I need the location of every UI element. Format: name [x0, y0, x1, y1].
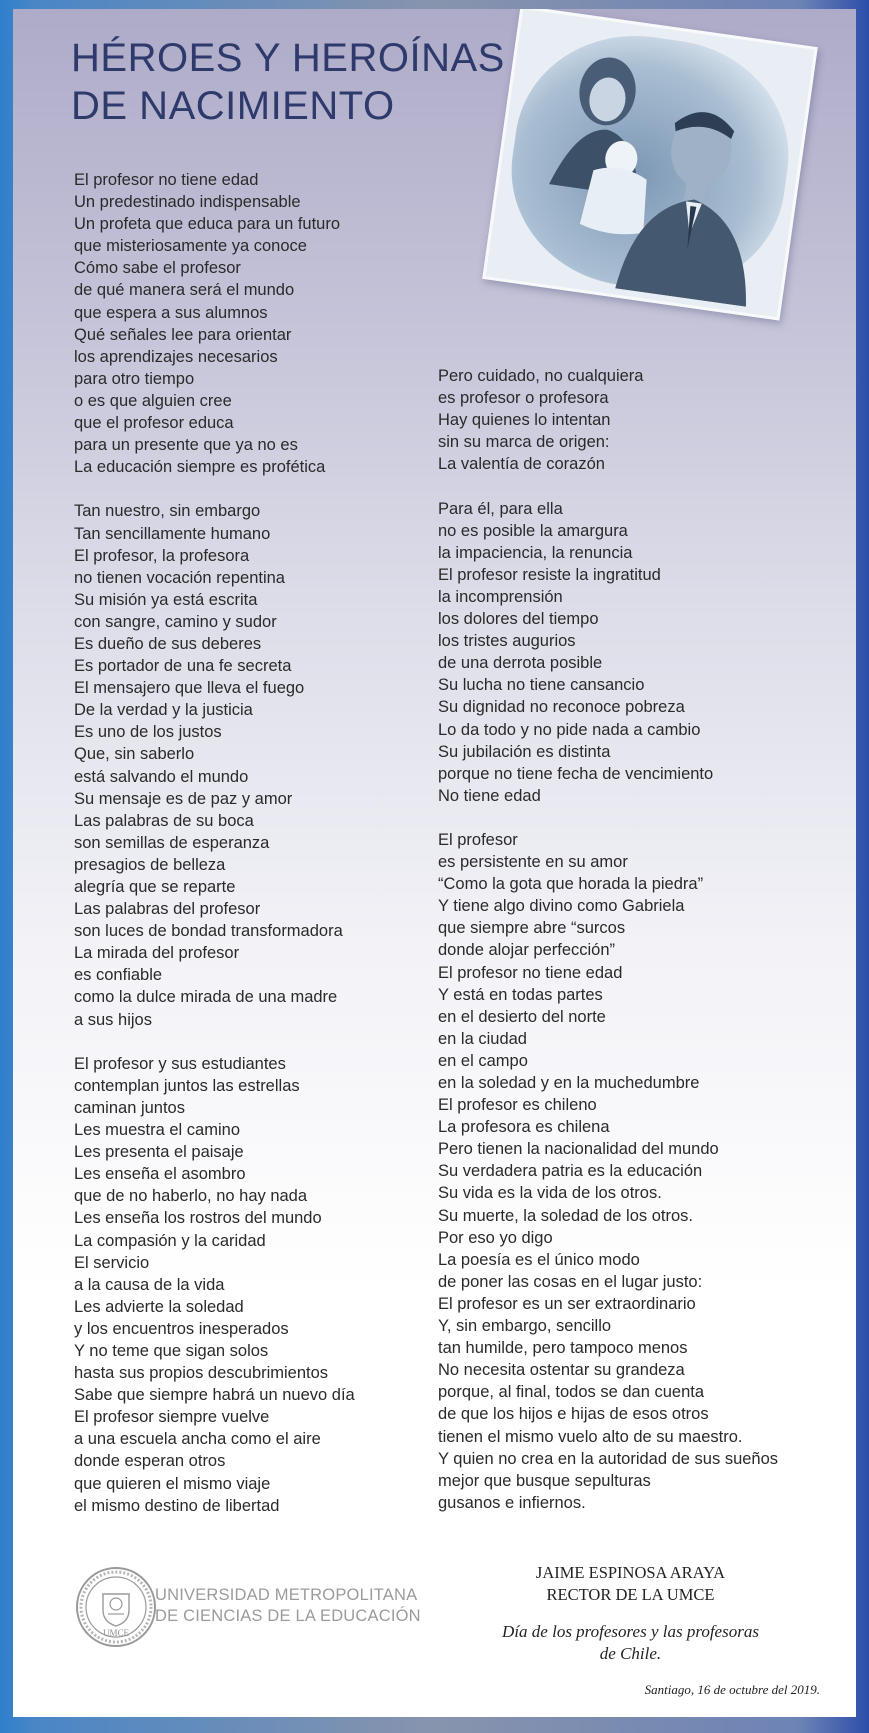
- poem-line: son luces de bondad transformadora: [74, 922, 343, 941]
- poem-line: El mensajero que lleva el fuego: [74, 679, 305, 698]
- portrait-figures: [486, 9, 808, 310]
- stanza-break: [438, 475, 778, 497]
- poem-line: presagios de belleza: [74, 855, 226, 874]
- poem-line: que el profesor educa: [74, 414, 234, 433]
- poem-line: Es uno de los justos: [74, 723, 222, 742]
- poem-line: Un predestinado indispensable: [74, 193, 301, 212]
- poster-title: [71, 34, 505, 130]
- poem-line: El profesor no tiene edad: [438, 963, 623, 982]
- poem-line: como la dulce mirada de una madre: [74, 988, 338, 1007]
- poem-line: Les presenta el paisaje: [74, 1143, 244, 1162]
- signature-role: RECTOR DE LA UMCE: [546, 1585, 715, 1604]
- poem-line: y los encuentros inesperados: [74, 1319, 289, 1338]
- poem-line: Las palabras del profesor: [74, 900, 261, 919]
- stanza-break: [74, 478, 355, 500]
- poem-line: de qué manera será el mundo: [74, 281, 295, 300]
- poem-line: en la soledad y en la muchedumbre: [438, 1074, 700, 1092]
- poem-line: a sus hijos: [74, 1010, 152, 1029]
- poem-line: Las palabras de su boca: [74, 811, 254, 830]
- poem-line: El profesor: [438, 830, 518, 849]
- poem-line: Su misión ya está escrita: [74, 590, 258, 609]
- poem-line: en el campo: [438, 1051, 528, 1070]
- poem-line: hasta sus propios descubrimientos: [74, 1364, 329, 1383]
- poem-line: contemplan juntos las estrellas: [74, 1076, 300, 1095]
- poem-line: Sabe que siempre habrá un nuevo día: [74, 1386, 355, 1405]
- poem-line: la incomprensión: [438, 587, 563, 606]
- poem-line: El profesor y sus estudiantes: [74, 1054, 286, 1073]
- poem-line: alegría que se reparte: [74, 878, 236, 896]
- poem-line: Lo da todo y no pide nada a cambio: [438, 720, 701, 739]
- poem-line: Su verdadera patria es la educación: [438, 1162, 703, 1181]
- poem-line: donde esperan otros: [74, 1452, 226, 1471]
- university-name-line1: UNIVERSIDAD METROPOLITANA: [155, 1586, 418, 1604]
- university-name-line2: DE CIENCIAS DE LA EDUCACIÓN: [155, 1607, 421, 1625]
- poem-line: Su muerte, la soledad de los otros.: [438, 1206, 693, 1225]
- poem-line: Un profeta que educa para un futuro: [74, 215, 341, 234]
- poem-line: que espera a sus alumnos: [74, 303, 268, 322]
- poem-line: porque, al final, todos se dan cuenta: [438, 1383, 705, 1402]
- poem-line: mejor que busque sepulturas: [438, 1471, 651, 1490]
- poem-line: de una derrota posible: [438, 654, 603, 673]
- poem-line: No tiene edad: [438, 786, 541, 805]
- poem-line: El profesor siempre vuelve: [74, 1408, 270, 1427]
- poem-line: tienen el mismo vuelo alto de su maestro.: [438, 1427, 743, 1446]
- poem-line: o es que alguien cree: [74, 391, 232, 410]
- poem-line: Y está en todas partes: [438, 985, 603, 1004]
- poem-line: Pero cuidado, no cualquiera: [438, 367, 644, 385]
- university-seal-icon: [75, 1566, 157, 1648]
- poem-line: La mirada del profesor: [74, 944, 240, 963]
- stanza-break: [438, 807, 778, 829]
- poem-line: Y, sin embargo, sencillo: [438, 1317, 612, 1336]
- poem-line: Cómo sabe el profesor: [74, 259, 241, 278]
- poem-line: El profesor es chileno: [438, 1096, 597, 1115]
- poem-line: Pero tienen la nacionalidad del mundo: [438, 1140, 719, 1159]
- portrait-photo-icon: [482, 9, 817, 321]
- poem-line: No necesita ostentar su grandeza: [438, 1361, 685, 1380]
- poem-line: Hay quienes lo intentan: [438, 411, 611, 430]
- poem-line: Que, sin saberlo: [74, 745, 195, 764]
- poem-line: es confiable: [74, 966, 163, 985]
- place-date: Santiago, 16 de octubre del 2019.: [644, 1682, 820, 1697]
- poem-line: porque no tiene fecha de vencimiento: [438, 764, 714, 783]
- poem-line: gusanos e infiernos.: [438, 1493, 586, 1512]
- poem-line: Es dueño de sus deberes: [74, 634, 262, 653]
- poem-line: Tan nuestro, sin embargo: [74, 502, 261, 521]
- poem-line: Por eso yo digo: [438, 1228, 553, 1247]
- poem-line: El servicio: [74, 1253, 150, 1272]
- university-name: [155, 1585, 421, 1627]
- poem-line: Y no teme que sigan solos: [74, 1341, 269, 1360]
- poem-line: La compasión y la caridad: [74, 1231, 266, 1250]
- poem-line: es persistente en su amor: [438, 853, 628, 872]
- poem-line: Les enseña los rostros del mundo: [74, 1209, 322, 1228]
- poem-line: tan humilde, pero tampoco menos: [438, 1339, 688, 1358]
- dedication-line2: de Chile.: [599, 1644, 662, 1663]
- poem-line: Y tiene algo divino como Gabriela: [438, 897, 685, 916]
- poem-line: está salvando el mundo: [74, 767, 249, 786]
- poem-line: a la causa de la vida: [74, 1275, 225, 1294]
- poem-line: los aprendizajes necesarios: [74, 347, 278, 366]
- poster-title-line2: DE NACIMIENTO: [71, 84, 395, 128]
- poem-line: Para él, para ella: [438, 499, 563, 518]
- dedication-line1: Día de los profesores y las profesoras: [502, 1622, 759, 1641]
- poem-line: Les enseña el asombro: [74, 1165, 246, 1184]
- poem-line: El profesor no tiene edad: [74, 171, 259, 189]
- poem-line: De la verdad y la justicia: [74, 701, 253, 720]
- poem-line: La educación siempre es profética: [74, 458, 326, 477]
- dedication: [488, 1621, 773, 1665]
- poem-line: que misteriosamente ya conoce: [74, 237, 307, 256]
- poem-line: los dolores del tiempo: [438, 610, 599, 629]
- poem-line: Su dignidad no reconoce pobreza: [438, 698, 685, 717]
- poem-column-right: [438, 365, 778, 1514]
- poem-line: los tristes augurios: [438, 632, 576, 651]
- poster-panel: [13, 9, 856, 1717]
- poem-line: Les advierte la soledad: [74, 1297, 244, 1316]
- poem-line: en el desierto del norte: [438, 1007, 606, 1026]
- poem-line: donde alojar perfección”: [438, 941, 616, 960]
- signature-block: [488, 1562, 773, 1606]
- poem-line: El profesor es un ser extraordinario: [438, 1294, 696, 1313]
- poem-line: no tienen vocación repentina: [74, 568, 285, 587]
- poem-line: Qué señales lee para orientar: [74, 325, 292, 344]
- poem-line: Su mensaje es de paz y amor: [74, 789, 293, 808]
- poem-line: La valentía de corazón: [438, 455, 605, 474]
- poem-line: Su vida es la vida de los otros.: [438, 1184, 662, 1203]
- poem-line: Su jubilación es distinta: [438, 742, 611, 761]
- poem-line: Su lucha no tiene cansancio: [438, 676, 645, 695]
- poem-line: en la ciudad: [438, 1029, 527, 1048]
- poem-line: que de no haberlo, no hay nada: [74, 1187, 308, 1206]
- poem-line: es profesor o profesora: [438, 389, 609, 408]
- poem-line: son semillas de esperanza: [74, 833, 270, 852]
- poem-line: que quieren el mismo viaje: [74, 1474, 271, 1493]
- poem-line: caminan juntos: [74, 1098, 185, 1117]
- poem-line: el mismo destino de libertad: [74, 1496, 280, 1515]
- poem-column-left: [74, 169, 355, 1517]
- poem-line: con sangre, camino y sudor: [74, 612, 277, 631]
- signature-name: JAIME ESPINOSA ARAYA: [535, 1563, 726, 1582]
- poem-line: Tan sencillamente humano: [74, 524, 271, 543]
- poem-line: para un presente que ya no es: [74, 436, 298, 455]
- poem-line: Es portador de una fe secreta: [74, 657, 292, 676]
- poem-line: de que los hijos e hijas de esos otros: [438, 1405, 709, 1424]
- poem-line: El profesor, la profesora: [74, 546, 250, 565]
- poem-line: a una escuela ancha como el aire: [74, 1430, 321, 1449]
- poem-line: Y quien no crea en la autoridad de sus sueños: [438, 1449, 779, 1468]
- poem-line: La poesía es el único modo: [438, 1250, 640, 1269]
- poem-line: La profesora es chilena: [438, 1118, 610, 1137]
- poem-line: no es posible la amargura: [438, 521, 628, 540]
- poem-line: de poner las cosas en el lugar justo:: [438, 1272, 703, 1291]
- poster-title-line1: HÉROES Y HEROÍNAS: [71, 36, 505, 80]
- poem-line: “Como la gota que horada la piedra”: [438, 875, 704, 894]
- seal-text: UMCE: [102, 1628, 130, 1638]
- poem-line: que siempre abre “surcos: [438, 919, 626, 938]
- poem-line: para otro tiempo: [74, 369, 195, 388]
- poem-line: la impaciencia, la renuncia: [438, 543, 633, 562]
- poem-line: Les muestra el camino: [74, 1121, 240, 1140]
- stanza-break: [74, 1031, 355, 1053]
- poem-line: El profesor resiste la ingratitud: [438, 565, 661, 584]
- poem-line: sin su marca de origen:: [438, 433, 610, 452]
